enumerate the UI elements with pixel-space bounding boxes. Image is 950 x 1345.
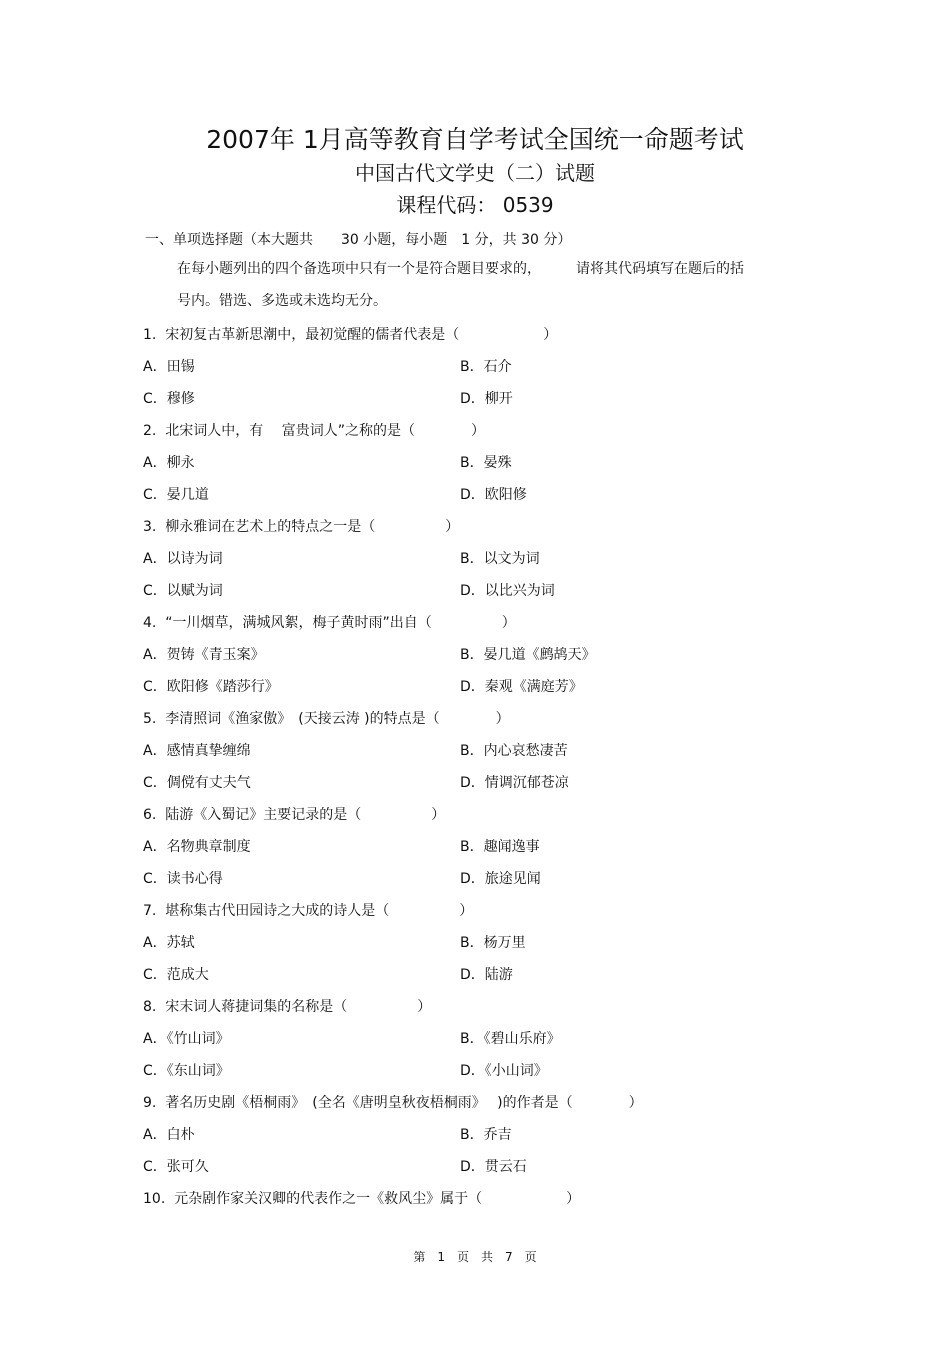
question-stem: 9. 著名历史剧《梧桐雨》 (全名《唐明皇秋夜梧桐雨》 )的作者是（ ） [143, 1095, 643, 1111]
option-d: D．以比兴为词 [460, 583, 555, 599]
course-code: 课程代码： 0539 [396, 193, 554, 217]
question-stem: 8. 宋末词人蒋捷词集的名称是（ ） [143, 999, 432, 1015]
option-c: C．范成大 [143, 967, 209, 983]
option-c: C．《东山词》 [143, 1063, 230, 1079]
option-b: B．晏殊 [460, 455, 512, 471]
option-a: A．《竹山词》 [143, 1031, 230, 1047]
option-b: B．乔吉 [460, 1127, 512, 1143]
question-10 [0, 1186, 950, 1218]
option-a: A．柳永 [143, 455, 195, 471]
question-stem: 1. 宋初复古革新思潮中，最初觉醒的儒者代表是（ ） [143, 327, 558, 343]
option-d: D．欧阳修 [460, 487, 527, 503]
option-row [0, 386, 950, 418]
instruction-line-1: 在每小题列出的四个备选项中只有一个是符合题目要求的， 请将其代码填写在题后的括 [177, 261, 744, 277]
option-row [0, 1026, 950, 1058]
option-c: C．以赋为词 [143, 583, 223, 599]
question-6 [0, 802, 950, 898]
option-row [0, 866, 950, 898]
option-c: C．倜傥有丈夫气 [143, 775, 251, 791]
option-row [0, 546, 950, 578]
question-3 [0, 514, 950, 610]
question-stem: 5. 李清照词《渔家傲》 (天接云涛 )的特点是（ ） [143, 711, 510, 727]
question-stem: 6. 陆游《入蜀记》主要记录的是（ ） [143, 807, 446, 823]
option-row [0, 1154, 950, 1186]
question-stem: 2. 北宋词人中，有 富贵词人”之称的是（ ） [143, 423, 485, 439]
option-d: D．柳开 [460, 391, 513, 407]
option-d: D．情调沉郁苍凉 [460, 775, 569, 791]
option-row [0, 834, 950, 866]
option-row [0, 642, 950, 674]
option-row [0, 354, 950, 386]
option-d: D．陆游 [460, 967, 513, 983]
option-a: A．以诗为词 [143, 551, 223, 567]
option-row [0, 578, 950, 610]
question-list [0, 322, 950, 1218]
option-b: B．晏几道《鹧鸪天》 [460, 647, 596, 663]
option-c: C．张可久 [143, 1159, 209, 1175]
question-2 [0, 418, 950, 514]
question-4 [0, 610, 950, 706]
option-c: C．晏几道 [143, 487, 209, 503]
option-b: B．内心哀愁凄苦 [460, 743, 568, 759]
option-d: D．旅途见闻 [460, 871, 541, 887]
option-row [0, 770, 950, 802]
instruction-line-2: 号内。错选、多选或未选均无分。 [177, 293, 387, 309]
question-8 [0, 994, 950, 1090]
option-d: D．贯云石 [460, 1159, 527, 1175]
question-stem: 3. 柳永雅词在艺术上的特点之一是（ ） [143, 519, 460, 535]
option-row [0, 962, 950, 994]
question-5 [0, 706, 950, 802]
option-b: B．《碧山乐府》 [460, 1031, 561, 1047]
option-b: B．以文为词 [460, 551, 540, 567]
exam-title: 2007年 1月高等教育自学考试全国统一命题考试 [206, 125, 744, 154]
question-7 [0, 898, 950, 994]
option-row [0, 482, 950, 514]
option-d: D．《小山词》 [460, 1063, 548, 1079]
question-stem: 7. 堪称集古代田园诗之大成的诗人是（ ） [143, 903, 474, 919]
option-c: C．欧阳修《踏莎行》 [143, 679, 279, 695]
page-footer: 第 1 页 共 7 页 [413, 1250, 537, 1264]
option-row [0, 450, 950, 482]
option-row [0, 930, 950, 962]
question-stem: 10. 元杂剧作家关汉卿的代表作之一《救风尘》属于（ ） [143, 1191, 581, 1207]
option-a: A．名物典章制度 [143, 839, 251, 855]
option-row [0, 738, 950, 770]
question-stem: 4. “一川烟草，满城风絮，梅子黄时雨”出自（ ） [143, 615, 516, 631]
section-heading: 一、单项选择题（本大题共 30 小题，每小题 1 分，共 30 分） [145, 232, 572, 248]
option-a: A．感情真挚缠绵 [143, 743, 251, 759]
option-row [0, 1122, 950, 1154]
option-a: A．白朴 [143, 1127, 195, 1143]
option-row [0, 1058, 950, 1090]
option-b: B．杨万里 [460, 935, 526, 951]
question-1 [0, 322, 950, 418]
option-c: C．穆修 [143, 391, 195, 407]
exam-subject: 中国古代文学史（二）试题 [355, 161, 595, 185]
option-a: A．贺铸《青玉案》 [143, 647, 265, 663]
option-b: B．石介 [460, 359, 512, 375]
option-row [0, 674, 950, 706]
option-d: D．秦观《满庭芳》 [460, 679, 583, 695]
option-c: C．读书心得 [143, 871, 223, 887]
option-a: A．田锡 [143, 359, 195, 375]
question-9 [0, 1090, 950, 1186]
option-a: A．苏轼 [143, 935, 195, 951]
option-b: B．趣闻逸事 [460, 839, 540, 855]
